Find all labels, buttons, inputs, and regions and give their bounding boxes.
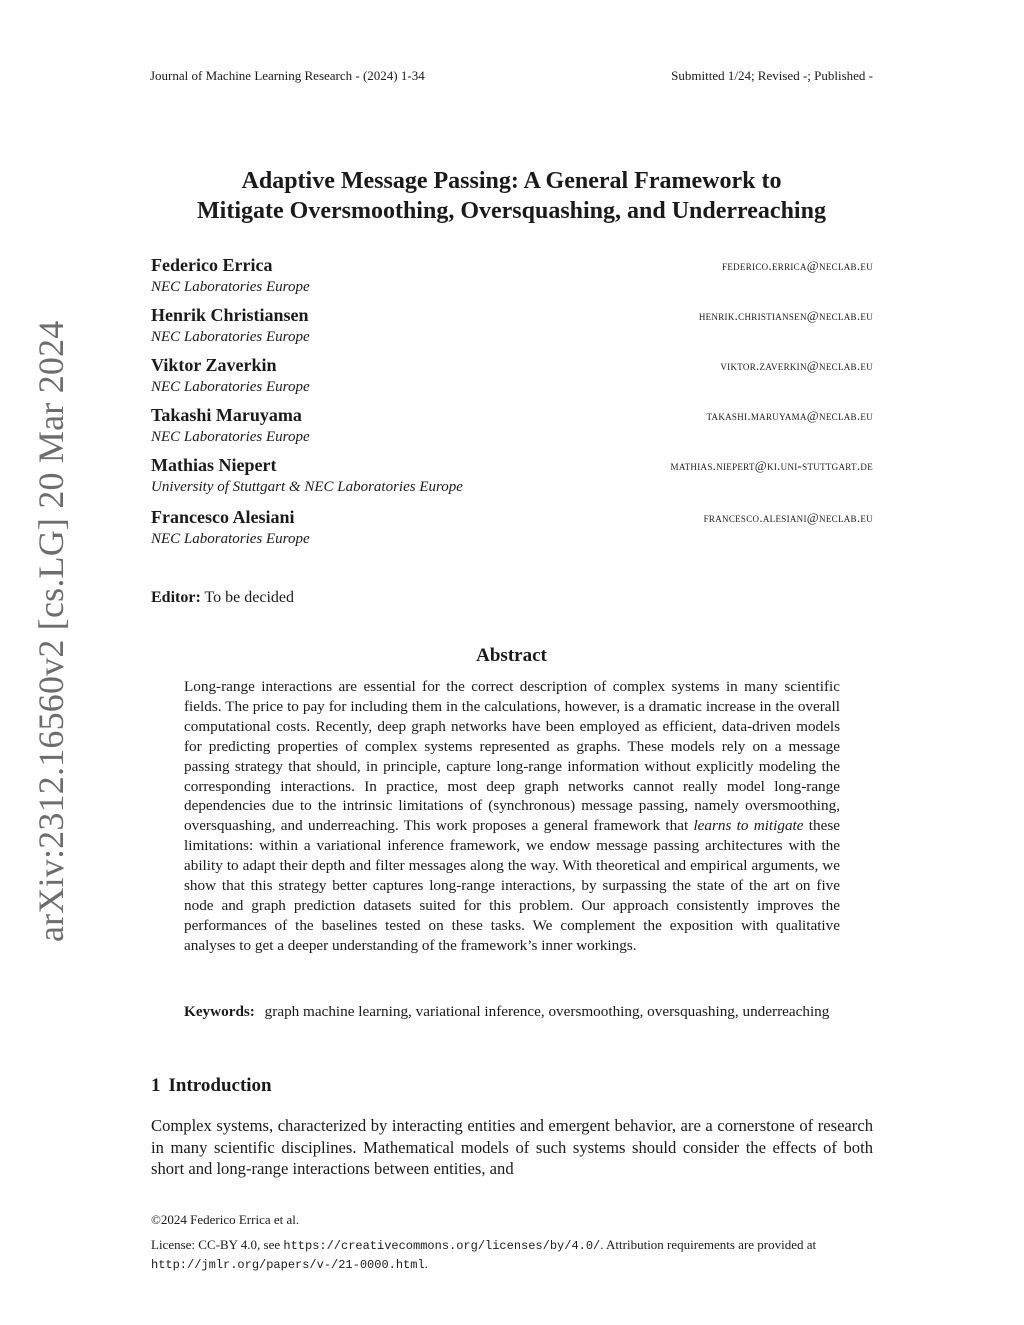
editor-line <box>151 589 294 607</box>
journal-header: Journal of Machine Learning Research - (2024) 1-34 <box>150 68 425 83</box>
author-affiliation: University of Stuttgart & NEC Laboratories Europe <box>151 479 463 495</box>
abstract-text <box>184 677 840 956</box>
author-block <box>151 455 873 501</box>
license-notice <box>151 1236 873 1274</box>
abstract-emphasis: learns to mitigate <box>693 817 804 835</box>
author-affiliation: NEC Laboratories Europe <box>151 531 310 547</box>
author-email[interactable]: mathias.niepert@ki.uni-stuttgart.de <box>670 458 873 473</box>
paper-title <box>150 166 873 226</box>
title-line-2: Mitigate Oversmoothing, Oversquashing, and Underreaching <box>197 198 826 224</box>
author-block <box>151 507 873 553</box>
author-name: Mathias Niepert <box>151 455 277 475</box>
license-middle: . Attribution requirements are provided at <box>600 1237 817 1252</box>
author-affiliation: NEC Laboratories Europe <box>151 429 310 445</box>
keywords <box>184 1002 840 1022</box>
title-line-1: Adaptive Message Passing: A General Framework to <box>241 168 782 194</box>
author-block <box>151 255 873 301</box>
keywords-label: Keywords: <box>184 1003 255 1020</box>
license-prefix: License: CC-BY 4.0, see <box>151 1237 284 1252</box>
keywords-value: graph machine learning, variational inference, oversmoothing, oversquashing, underreaching <box>264 1003 830 1020</box>
submission-info: Submitted 1/24; Revised -; Published - <box>671 68 873 83</box>
author-block <box>151 305 873 351</box>
author-email[interactable]: henrik.christiansen@neclab.eu <box>698 308 873 323</box>
abstract-heading: Abstract <box>476 645 547 666</box>
author-email[interactable]: federico.errica@neclab.eu <box>722 258 873 273</box>
author-email[interactable]: francesco.alesiani@neclab.eu <box>703 510 873 525</box>
abstract-part-1: Long-range interactions are essential for the correct description of complex systems in many scientific fields. The price to pay for including them in the calculations, however, is a dramatic increase in the overall computational costs. Recently, deep graph networks have been employed as efficient, data-driven models for predicting properties of complex systems represented as graphs. These models rely on a message passing strategy that should, in principle, capture long-range information without explicitly modeling the corresponding interactions. In practice, most deep graph networks cannot really model long-range dependencies due to the intrinsic limitations of (synchronous) message passing, namely oversmoothing, oversquashing, and underreaching. This work proposes a general framework that <box>184 678 840 835</box>
author-affiliation: NEC Laboratories Europe <box>151 379 310 395</box>
author-name: Francesco Alesiani <box>151 507 295 527</box>
author-affiliation: NEC Laboratories Europe <box>151 329 310 345</box>
author-email[interactable]: viktor.zaverkin@neclab.eu <box>720 358 873 373</box>
arxiv-stamp: arXiv:2312.16560v2 [cs.LG] 20 Mar 2024 <box>31 320 71 942</box>
section-heading <box>151 1075 272 1097</box>
license-link[interactable]: https://creativecommons.org/licenses/by/4.0/ <box>283 1239 601 1253</box>
author-name: Henrik Christiansen <box>151 305 309 325</box>
editor-value: To be decided <box>204 589 295 606</box>
author-name: Federico Errica <box>151 255 273 275</box>
section-title: Introduction <box>168 1075 272 1096</box>
author-name: Viktor Zaverkin <box>151 355 277 375</box>
intro-paragraph: Complex systems, characterized by interacting entities and emergent behavior, are a cornerstone of research in many scientific disciplines. Mathematical models of such systems should consider the effects of both short and long-range interactions between entities, and <box>151 1116 873 1179</box>
attribution-link[interactable]: http://jmlr.org/papers/v-/21-0000.html <box>151 1258 425 1272</box>
author-block <box>151 405 873 451</box>
editor-label: Editor: <box>151 589 201 606</box>
author-block <box>151 355 873 401</box>
abstract-part-2: these limitations: within a variational inference framework, we endow message passing architectures with the ability to adapt their depth and filter messages along the way. With theoretical and empirical arguments, we show that this strategy better captures long-range interactions, by surpassing the state of the art on five node and graph prediction datasets suited for this problem. Our approach consistently improves the performances of the baselines tested on these tasks. We complement the exposition with qualitative analyses to get a deeper understanding of the framework’s inner workings. <box>184 817 840 954</box>
author-affiliation: NEC Laboratories Europe <box>151 279 310 295</box>
author-name: Takashi Maruyama <box>151 405 302 425</box>
section-number: 1 <box>151 1075 161 1096</box>
license-suffix: . <box>424 1256 428 1271</box>
copyright-notice: ©2024 Federico Errica et al. <box>151 1212 300 1227</box>
author-email[interactable]: takashi.maruyama@neclab.eu <box>706 408 873 423</box>
